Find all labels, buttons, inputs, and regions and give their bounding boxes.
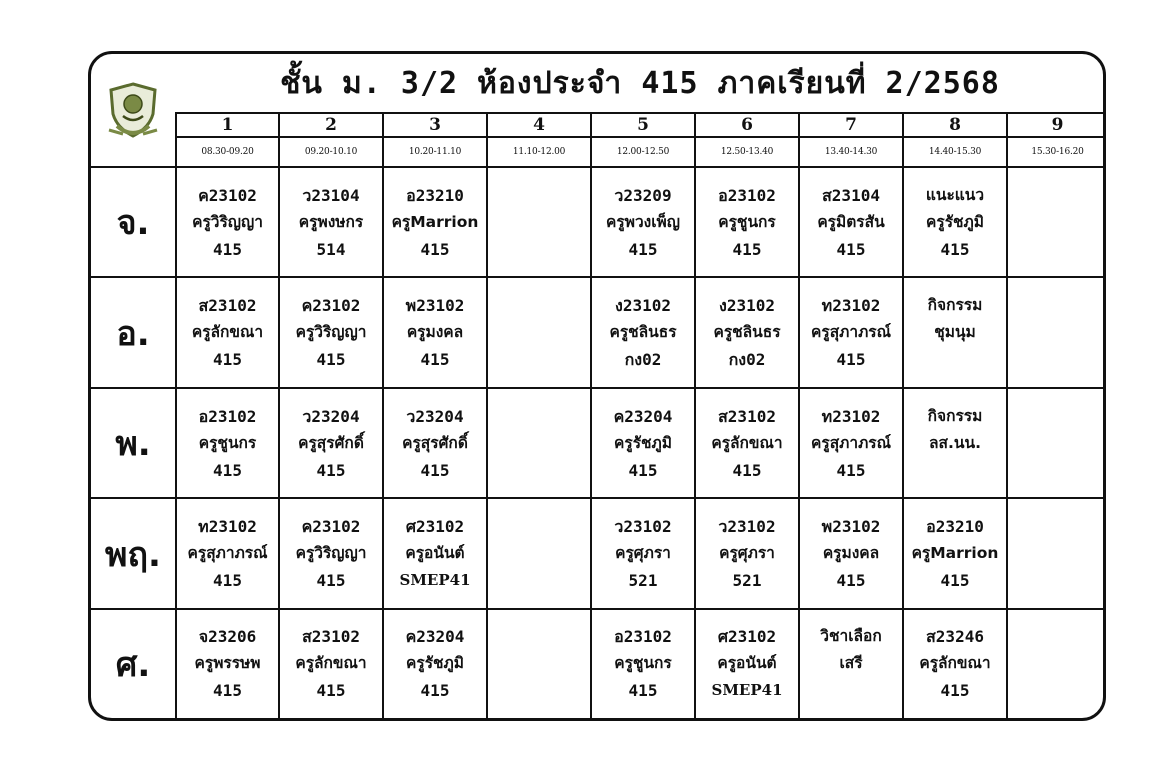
timetable-cell <box>176 388 279 498</box>
room-number <box>488 346 590 373</box>
room-number: 415 <box>628 239 658 259</box>
day-label: พฤ. <box>91 498 176 608</box>
timetable-cell <box>1007 277 1106 387</box>
room-number: 415 <box>316 681 346 701</box>
subject-code: ว23204 <box>406 406 464 426</box>
timetable-cell <box>1007 609 1106 718</box>
subject-code: ท23102 <box>198 517 257 537</box>
teacher-name: ครูมงคล <box>822 544 880 563</box>
subject-code: ส23102 <box>198 296 257 316</box>
room-number: 415 <box>628 681 658 701</box>
subject-code: อ23210 <box>926 517 984 537</box>
teacher-name <box>1008 650 1106 677</box>
teacher-name: ครูชูนกร <box>198 433 257 452</box>
teacher-name <box>1008 540 1106 567</box>
logo-corner-cell <box>91 113 176 167</box>
subject-code: กิจกรรม <box>927 296 983 315</box>
room-number: 521 <box>732 571 762 591</box>
period-number-4: 4 <box>487 113 591 137</box>
teacher-name: ครูชลินธร <box>713 323 781 342</box>
room-number <box>1008 236 1106 263</box>
room-number <box>488 457 590 484</box>
timetable-cell <box>279 498 383 608</box>
period-time-3: 10.20-11.10 <box>383 137 487 167</box>
teacher-name: ครูสุภาภรณ์ <box>811 433 891 452</box>
subject-code <box>1008 513 1106 540</box>
timetable-cell <box>695 277 799 387</box>
teacher-name: ครูMarrion <box>911 544 999 563</box>
timetable-cell <box>799 609 903 718</box>
timetable-cell <box>176 498 279 608</box>
timetable-cell <box>279 277 383 387</box>
teacher-name: ครูชลินธร <box>609 323 677 342</box>
day-row <box>91 388 1106 498</box>
period-number-row <box>91 113 1106 137</box>
subject-code: ค23102 <box>301 296 361 316</box>
subject-code: พ23102 <box>405 296 465 316</box>
day-label: อ. <box>91 277 176 387</box>
day-label: ศ. <box>91 609 176 718</box>
room-number: 521 <box>628 571 658 591</box>
timetable-cell <box>799 167 903 277</box>
teacher-name: ชุมนุม <box>934 323 976 342</box>
timetable-cell <box>176 609 279 718</box>
subject-code: ท23102 <box>821 296 881 316</box>
day-label: จ. <box>91 167 176 277</box>
timetable-cell <box>799 277 903 387</box>
teacher-name: ครูชูนกร <box>614 654 672 673</box>
teacher-name: ครูศุภรา <box>719 544 775 563</box>
subject-code <box>488 182 590 209</box>
period-time-9: 15.30-16.20 <box>1007 137 1106 167</box>
teacher-name: ครูศุภรา <box>615 544 671 563</box>
timetable-cell <box>487 167 591 277</box>
timetable-grid <box>91 112 1106 718</box>
period-time-8: 14.40-15.30 <box>903 137 1007 167</box>
timetable-cell <box>695 498 799 608</box>
subject-code: ศ23102 <box>405 517 465 537</box>
period-time-6: 12.50-13.40 <box>695 137 799 167</box>
room-number: 415 <box>420 239 450 259</box>
teacher-name: เสรี <box>839 654 863 673</box>
subject-code <box>1008 182 1106 209</box>
subject-code: อ23102 <box>614 627 672 647</box>
room-number <box>1008 457 1106 484</box>
timetable-cell <box>487 498 591 608</box>
teacher-name: ครูวิริญญา <box>192 212 263 231</box>
subject-code: ว23209 <box>614 185 672 205</box>
timetable-cell <box>383 167 487 277</box>
teacher-name <box>488 650 590 677</box>
day-row <box>91 498 1106 608</box>
timetable-cell <box>903 277 1007 387</box>
room-number <box>1008 346 1106 373</box>
teacher-name <box>1008 209 1106 236</box>
timetable-cell <box>903 498 1007 608</box>
room-number <box>800 677 902 704</box>
subject-code: ศ23102 <box>717 627 777 647</box>
teacher-name: ครูรัชภูมิ <box>926 212 984 231</box>
subject-code <box>1008 292 1106 319</box>
teacher-name: ครูสุรศักดิ์ <box>298 433 364 452</box>
period-number-2: 2 <box>279 113 383 137</box>
subject-code: อ23102 <box>718 185 776 205</box>
subject-code: ง23102 <box>719 296 775 316</box>
room-number: 415 <box>836 571 866 591</box>
timetable-cell <box>591 167 695 277</box>
room-number: 415 <box>213 460 242 480</box>
timetable-cell <box>383 498 487 608</box>
room-number: 415 <box>836 460 866 480</box>
subject-code: อ23102 <box>198 406 257 426</box>
timetable-cell <box>1007 388 1106 498</box>
room-number: 415 <box>213 350 242 370</box>
period-number-1: 1 <box>176 113 279 137</box>
teacher-name <box>488 319 590 346</box>
room-number: 415 <box>213 239 242 259</box>
timetable-cell <box>383 609 487 718</box>
timetable-cell <box>695 609 799 718</box>
teacher-name: ครูพรรษพ <box>194 654 261 673</box>
room-number: 415 <box>420 350 450 370</box>
subject-code: ท23102 <box>821 406 881 426</box>
room-number: 415 <box>732 239 762 259</box>
subject-code: ส23246 <box>926 627 984 647</box>
subject-code: ค23102 <box>198 185 257 205</box>
subject-code: ว23102 <box>718 517 776 537</box>
subject-code: ค23102 <box>301 517 361 537</box>
timetable-cell <box>903 167 1007 277</box>
period-number-6: 6 <box>695 113 799 137</box>
period-number-3: 3 <box>383 113 487 137</box>
room-number <box>904 346 1006 373</box>
page-title: ชั้น ม. 3/2 ห้องประจำ 415 ภาคเรียนที่ 2/2568 <box>280 65 1000 101</box>
teacher-name: ครูมงคล <box>406 323 464 342</box>
subject-code <box>488 513 590 540</box>
subject-code: กิจกรรม <box>927 406 983 425</box>
room-number: กง02 <box>728 350 766 370</box>
period-time-1: 08.30-09.20 <box>176 137 279 167</box>
room-number: 415 <box>940 681 970 701</box>
teacher-name <box>488 540 590 567</box>
timetable-cell <box>799 388 903 498</box>
teacher-name: ลส.นน. <box>929 433 981 452</box>
timetable-cell <box>1007 498 1106 608</box>
timetable-cell <box>1007 167 1106 277</box>
teacher-name: ครูวิริญญา <box>295 323 367 342</box>
timetable-cell <box>279 609 383 718</box>
subject-code: ค23204 <box>613 406 673 426</box>
timetable-cell <box>487 609 591 718</box>
timetable-cell <box>695 388 799 498</box>
room-number: 415 <box>316 460 346 480</box>
period-number-9: 9 <box>1007 113 1106 137</box>
teacher-name: ครูรัชภูมิ <box>406 654 464 673</box>
teacher-name: ครูอนันต์ <box>717 654 777 673</box>
room-number: 415 <box>316 571 346 591</box>
room-number: 415 <box>628 460 658 480</box>
teacher-name: ครูมิตรสัน <box>817 212 885 231</box>
timetable-cell <box>176 167 279 277</box>
room-number <box>488 236 590 263</box>
timetable-cell <box>487 388 591 498</box>
room-number: 415 <box>836 350 866 370</box>
room-number: 415 <box>213 571 242 591</box>
teacher-name <box>1008 430 1106 457</box>
timetable-cell <box>591 277 695 387</box>
teacher-name: ครูอนันต์ <box>405 544 465 563</box>
timetable-cell <box>279 388 383 498</box>
subject-code: ว23204 <box>302 406 360 426</box>
subject-code: พ23102 <box>821 517 881 537</box>
room-number: SMEP41 <box>399 571 471 590</box>
timetable-cell <box>383 388 487 498</box>
subject-code <box>1008 623 1106 650</box>
subject-code: ส23102 <box>302 627 360 647</box>
teacher-name <box>1008 319 1106 346</box>
teacher-name: ครูลักขณา <box>711 433 783 452</box>
room-number: 415 <box>940 571 970 591</box>
room-number: 415 <box>732 460 762 480</box>
room-number: 514 <box>316 239 346 259</box>
subject-code: อ23210 <box>406 185 464 205</box>
room-number: 415 <box>836 239 866 259</box>
period-time-4: 11.10-12.00 <box>487 137 591 167</box>
period-number-5: 5 <box>591 113 695 137</box>
timetable-cell <box>903 609 1007 718</box>
period-time-7: 13.40-14.30 <box>799 137 903 167</box>
subject-code: ง23102 <box>615 296 671 316</box>
day-row <box>91 609 1106 718</box>
room-number: 415 <box>213 681 242 701</box>
timetable-cell <box>383 277 487 387</box>
teacher-name: ครูวิริญญา <box>295 544 367 563</box>
subject-code: ส23102 <box>718 406 776 426</box>
teacher-name: ครูMarrion <box>391 212 479 231</box>
timetable-frame <box>88 51 1106 721</box>
room-number: 415 <box>420 681 450 701</box>
room-number <box>488 567 590 594</box>
subject-code: แนะแนว <box>925 185 985 204</box>
subject-code <box>488 292 590 319</box>
teacher-name: ครูลักขณา <box>919 654 991 673</box>
teacher-name: ครูลักขณา <box>191 323 264 342</box>
room-number: 415 <box>940 239 970 259</box>
day-label: พ. <box>91 388 176 498</box>
timetable-cell <box>279 167 383 277</box>
room-number: กง02 <box>624 350 662 370</box>
day-row <box>91 167 1106 277</box>
timetable-cell <box>591 609 695 718</box>
timetable-cell <box>903 388 1007 498</box>
subject-code <box>488 403 590 430</box>
room-number <box>1008 677 1106 704</box>
subject-code: ว23102 <box>614 517 672 537</box>
teacher-name: ครูสุรศักดิ์ <box>402 433 468 452</box>
period-number-7: 7 <box>799 113 903 137</box>
teacher-name <box>488 430 590 457</box>
teacher-name: ครูพงษกร <box>298 212 364 231</box>
timetable-cell <box>591 498 695 608</box>
day-row <box>91 277 1106 387</box>
period-number-8: 8 <box>903 113 1007 137</box>
teacher-name: ครูลักขณา <box>295 654 367 673</box>
room-number <box>1008 567 1106 594</box>
room-number <box>488 677 590 704</box>
period-time-5: 12.00-12.50 <box>591 137 695 167</box>
subject-code: วิชาเลือก <box>820 627 882 646</box>
room-number: 415 <box>316 350 346 370</box>
subject-code: ค23204 <box>405 627 465 647</box>
timetable-cell <box>176 277 279 387</box>
teacher-name: ครูชูนกร <box>718 212 776 231</box>
subject-code: ว23104 <box>302 185 360 205</box>
room-number <box>904 457 1006 484</box>
room-number: SMEP41 <box>711 681 783 700</box>
teacher-name: ครูสุภาภรณ์ <box>811 323 891 342</box>
period-time-row <box>91 137 1106 167</box>
subject-code <box>1008 403 1106 430</box>
teacher-name: ครูพวงเพ็ญ <box>606 212 680 231</box>
timetable-cell <box>487 277 591 387</box>
teacher-name: ครูสุภาภรณ์ <box>187 544 268 563</box>
subject-code: จ23206 <box>198 627 257 647</box>
timetable-cell <box>799 498 903 608</box>
teacher-name <box>488 209 590 236</box>
timetable-cell <box>695 167 799 277</box>
timetable-cell <box>591 388 695 498</box>
teacher-name: ครูรัชภูมิ <box>614 433 672 452</box>
room-number: 415 <box>420 460 450 480</box>
period-time-2: 09.20-10.10 <box>279 137 383 167</box>
subject-code <box>488 623 590 650</box>
subject-code: ส23104 <box>822 185 880 205</box>
